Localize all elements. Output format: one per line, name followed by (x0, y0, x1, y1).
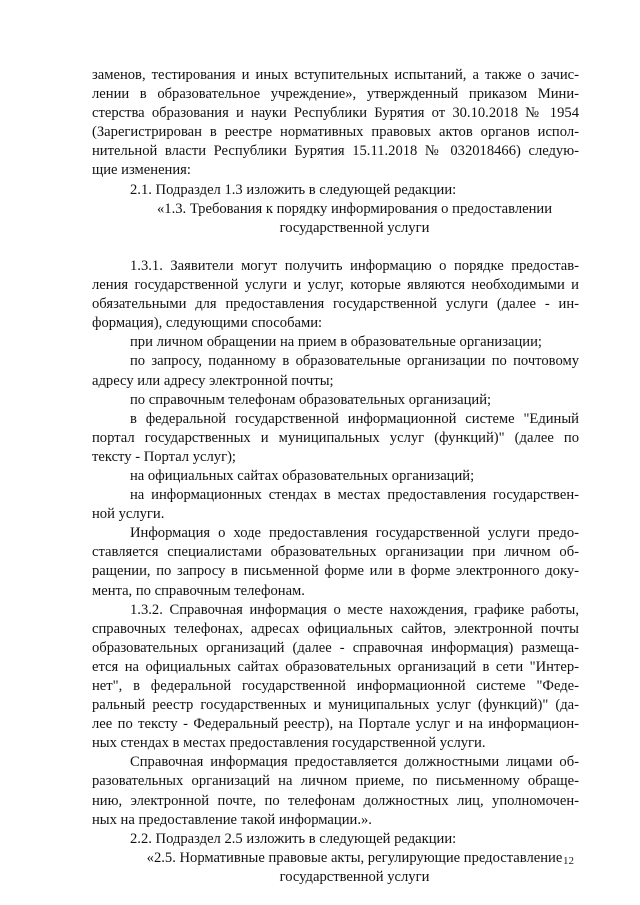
heading-line: «1.3. Требования к порядку информирования о предоставлении (156, 200, 553, 217)
method-websites (92, 467, 579, 486)
text-line: по запросу, поданному в образовательные организации по почтовому (130, 353, 579, 370)
text-line: ральный реестр государственных и муниципальных услуг (функций)" (да- (92, 697, 579, 714)
text-line: Справочная информация предоставляется должностными лицами об- (130, 754, 579, 771)
heading-2-5 (92, 849, 579, 887)
paragraph-info-progress (92, 524, 579, 600)
page-number: 12 (563, 855, 574, 867)
text-line: ставляется специалистами образовательных организации при личном об- (92, 544, 579, 561)
method-phone (92, 391, 579, 410)
heading-1-3 (92, 200, 579, 238)
text-line: щие изменения: (92, 162, 191, 179)
method-stands (92, 486, 579, 524)
text-line: нительной власти Республики Бурятия 15.11.2018 № 032018466) следую- (92, 143, 579, 160)
text-line: ращении, по запросу в письменной форме или в форме электронного доку- (92, 563, 579, 580)
text-line: лее по тексту - Федеральный реестр), на Портале услуг и на информацион- (92, 716, 579, 733)
text-line: на официальных сайтах образовательных организаций; (130, 467, 475, 484)
method-personal (92, 333, 579, 352)
method-portal (92, 410, 579, 467)
text-line: 1.3.2. Справочная информация о месте нахождения, графике работы, (130, 601, 579, 618)
item-2-1: 2.1. Подраздел 1.3 изложить в следующей редакции: (130, 181, 457, 198)
text-line: ных стендах в местах предоставления государственной услуги. (92, 735, 486, 752)
text-line: ется на официальных сайтах образовательных организаций в сети "Интер- (92, 658, 579, 675)
blank-line (92, 238, 579, 257)
heading-line: государственной услуги (279, 219, 430, 236)
text-line: (Зарегистрирован в реестре нормативных правовых актов органов испол- (92, 124, 579, 141)
document-page (92, 66, 579, 887)
text-line: адресу или адресу электронной почты; (92, 372, 334, 389)
text-line: лении в образовательное учреждение», утвержденный приказом Мини- (92, 86, 579, 103)
heading-line: «2.5. Нормативные правовые акты, регулирующие предоставление (146, 849, 563, 866)
text-line: на информационных стендах в местах предоставления государствен- (130, 487, 579, 504)
text-line: ной услуги. (92, 506, 165, 523)
text-line: портал государственных и муниципальных услуг (функций)" (далее по (92, 429, 579, 446)
text-line: Информация о ходе предоставления государственной услуги предо- (130, 525, 579, 542)
text-line: ления государственной услуги и услуг, которые являются необходимыми и (92, 277, 579, 294)
text-line: мента, по справочным телефонам. (92, 582, 305, 599)
text-line: при личном обращении на прием в образовательные организации; (130, 334, 542, 351)
text-line: справочных телефонах, адресах официальных сайтов, электронной почты (92, 620, 579, 637)
text-line: формация), следующими способами: (92, 315, 323, 332)
intro-paragraph (92, 66, 579, 181)
paragraph-1-3-1 (92, 257, 579, 333)
text-line: разовательных организаций на личном приеме, по письменному обраще- (92, 773, 579, 790)
text-line: по справочным телефонам образовательных организаций; (130, 391, 492, 408)
paragraph-reference-info (92, 753, 579, 829)
text-line: образовательных организаций (далее - справочная информация) размеща- (92, 639, 579, 656)
text-line: тексту - Портал услуг); (92, 448, 236, 465)
text-line: обязательными для предоставления государственной услуги (далее - ин- (92, 296, 579, 313)
text-line: в федеральной государственной информационной системе "Единый (130, 410, 579, 427)
paragraph-1-3-2 (92, 601, 579, 754)
heading-line: государственной услуги (279, 868, 430, 885)
text-line: нию, электронной почте, по телефонам должностных лиц, уполномочен- (92, 792, 579, 809)
text-line: стерства образования и науки Республики Бурятия от 30.10.2018 № 1954 (92, 105, 579, 122)
text-line: 1.3.1. Заявители могут получить информацию о порядке предостав- (130, 257, 579, 274)
text-line: заменов, тестирования и иных вступительных испытаний, а также о зачис- (92, 67, 579, 83)
text-line: нет", в федеральной государственной информационной системе "Феде- (92, 678, 579, 694)
item-2-2: 2.2. Подраздел 2.5 изложить в следующей редакции: (130, 830, 457, 847)
text-line: ных на предоставление такой информации.». (92, 811, 372, 828)
method-request (92, 352, 579, 390)
